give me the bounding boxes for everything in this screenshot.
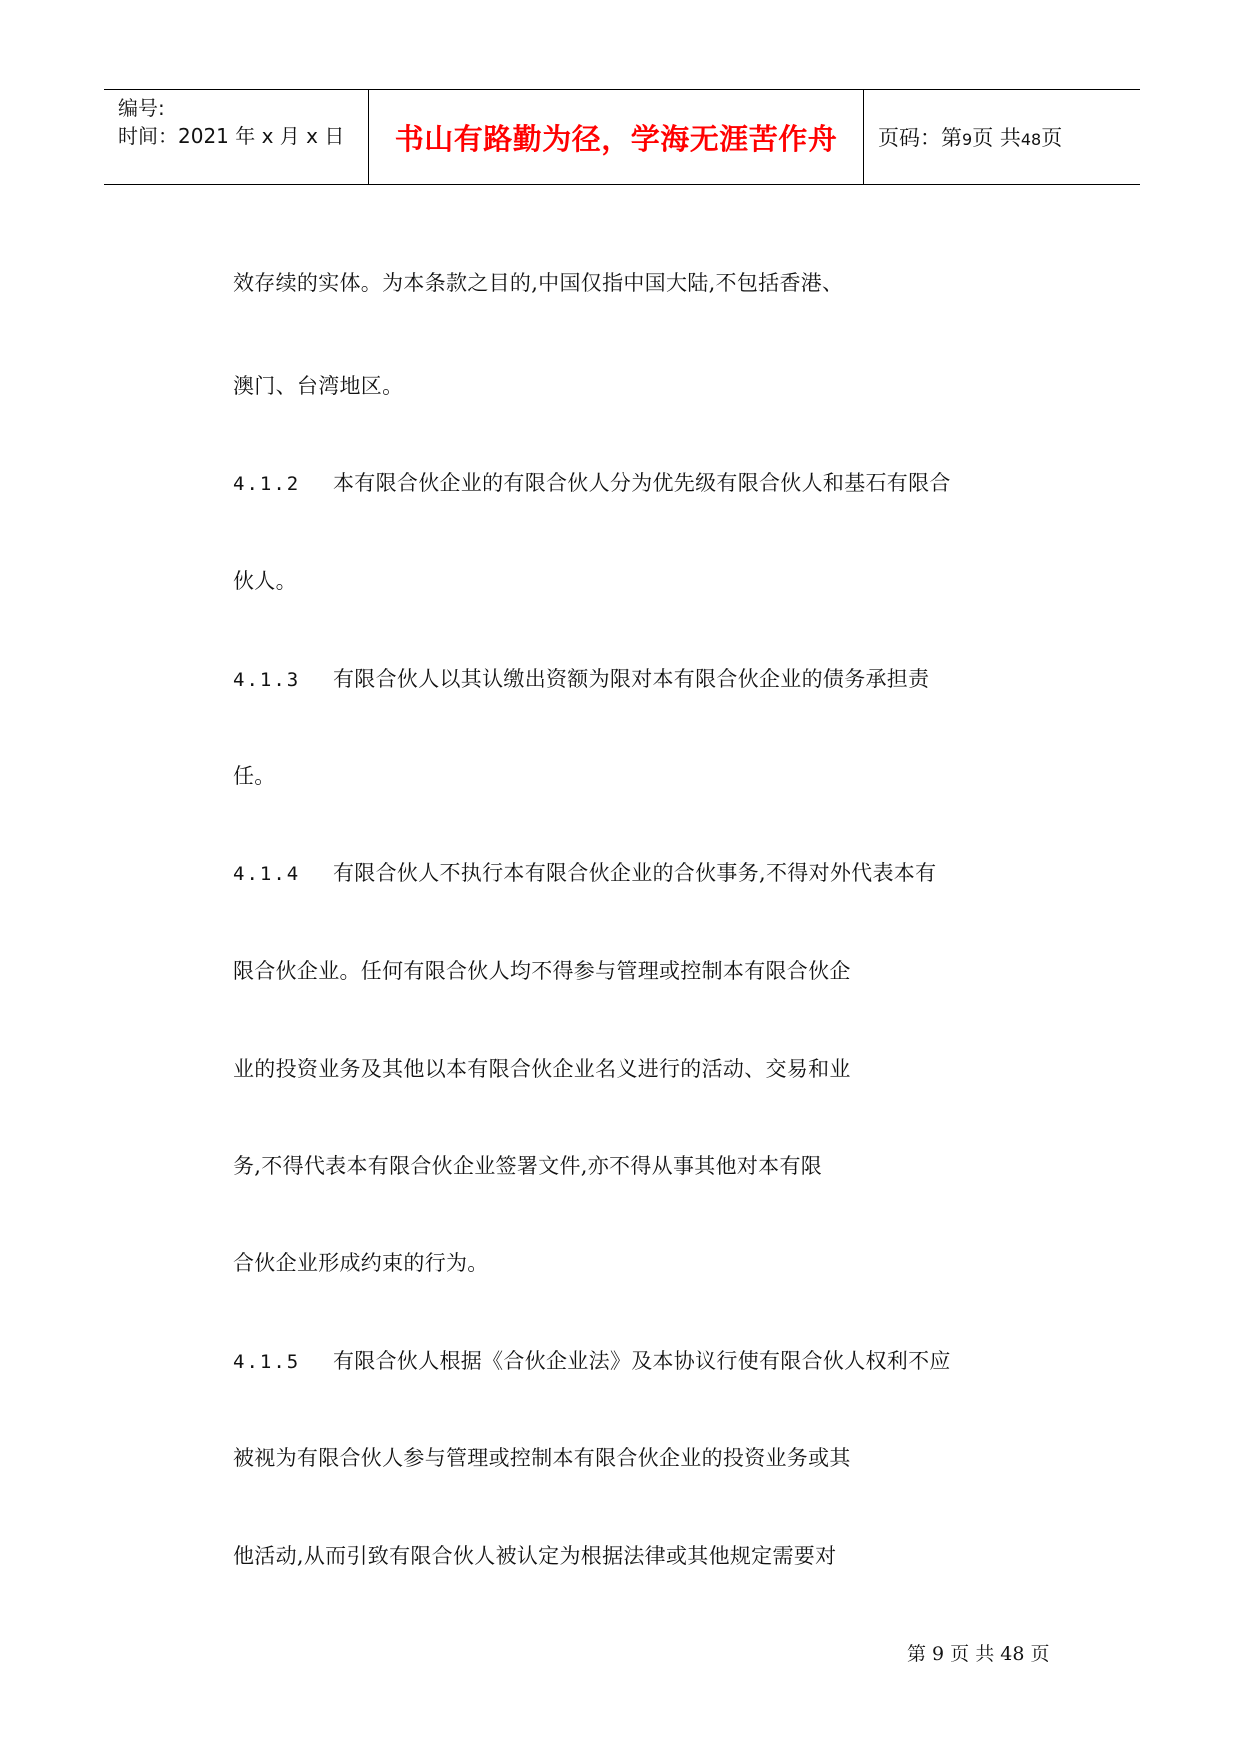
total-page-number: 48 — [1020, 130, 1042, 149]
body-line: 业的投资业务及其他以本有限合伙企业名义进行的活动、交易和业 — [233, 1057, 851, 1081]
clause-4-1-5: 4.1.5 有限合伙人根据《合伙企业法》及本协议行使有限合伙人权利不应 — [233, 1349, 951, 1373]
clause-4-1-4: 4.1.4 有限合伙人不执行本有限合伙企业的合伙事务,不得对外代表本有 — [233, 861, 937, 885]
motto: 书山有路勤为径，学海无涯苦作舟 — [394, 121, 838, 156]
body-line: 合伙企业形成约束的行为。 — [233, 1251, 489, 1275]
header-page-cell — [864, 90, 1140, 184]
body-line: 任。 — [233, 764, 276, 788]
time-label: 时间：2021 年 x 月 x 日 — [118, 124, 345, 148]
body-line: 澳门、台湾地区。 — [233, 374, 404, 398]
body-line: 务,不得代表本有限合伙企业签署文件,亦不得从事其他对本有限 — [233, 1154, 823, 1178]
page-header — [104, 89, 1140, 185]
body-line: 伙人。 — [233, 569, 297, 593]
current-page-number: 9 — [962, 130, 973, 149]
clause-number: 4.1.3 — [233, 669, 301, 691]
number-label: 编号: — [118, 96, 165, 120]
page-footer: 第 9 页 共 48 页 — [907, 1643, 1050, 1665]
clause-4-1-2: 4.1.2 本有限合伙企业的有限合伙人分为优先级有限合伙人和基石有限合 — [233, 471, 951, 495]
clause-4-1-3: 4.1.3 有限合伙人以其认缴出资额为限对本有限合伙企业的债务承担责 — [233, 667, 930, 691]
page-indicator: 页码：第9页 共48页 — [878, 126, 1063, 150]
clause-number: 4.1.4 — [233, 863, 301, 885]
body-line: 效存续的实体。为本条款之目的,中国仅指中国大陆,不包括香港、 — [233, 271, 844, 295]
body-line: 被视为有限合伙人参与管理或控制本有限合伙企业的投资业务或其 — [233, 1446, 851, 1470]
clause-number: 4.1.5 — [233, 1351, 301, 1373]
header-motto-cell — [369, 90, 864, 184]
header-info-cell — [104, 90, 369, 184]
clause-number: 4.1.2 — [233, 473, 301, 495]
body-line: 他活动,从而引致有限合伙人被认定为根据法律或其他规定需要对 — [233, 1544, 837, 1568]
body-line: 限合伙企业。任何有限合伙人均不得参与管理或控制本有限合伙企 — [233, 959, 851, 983]
